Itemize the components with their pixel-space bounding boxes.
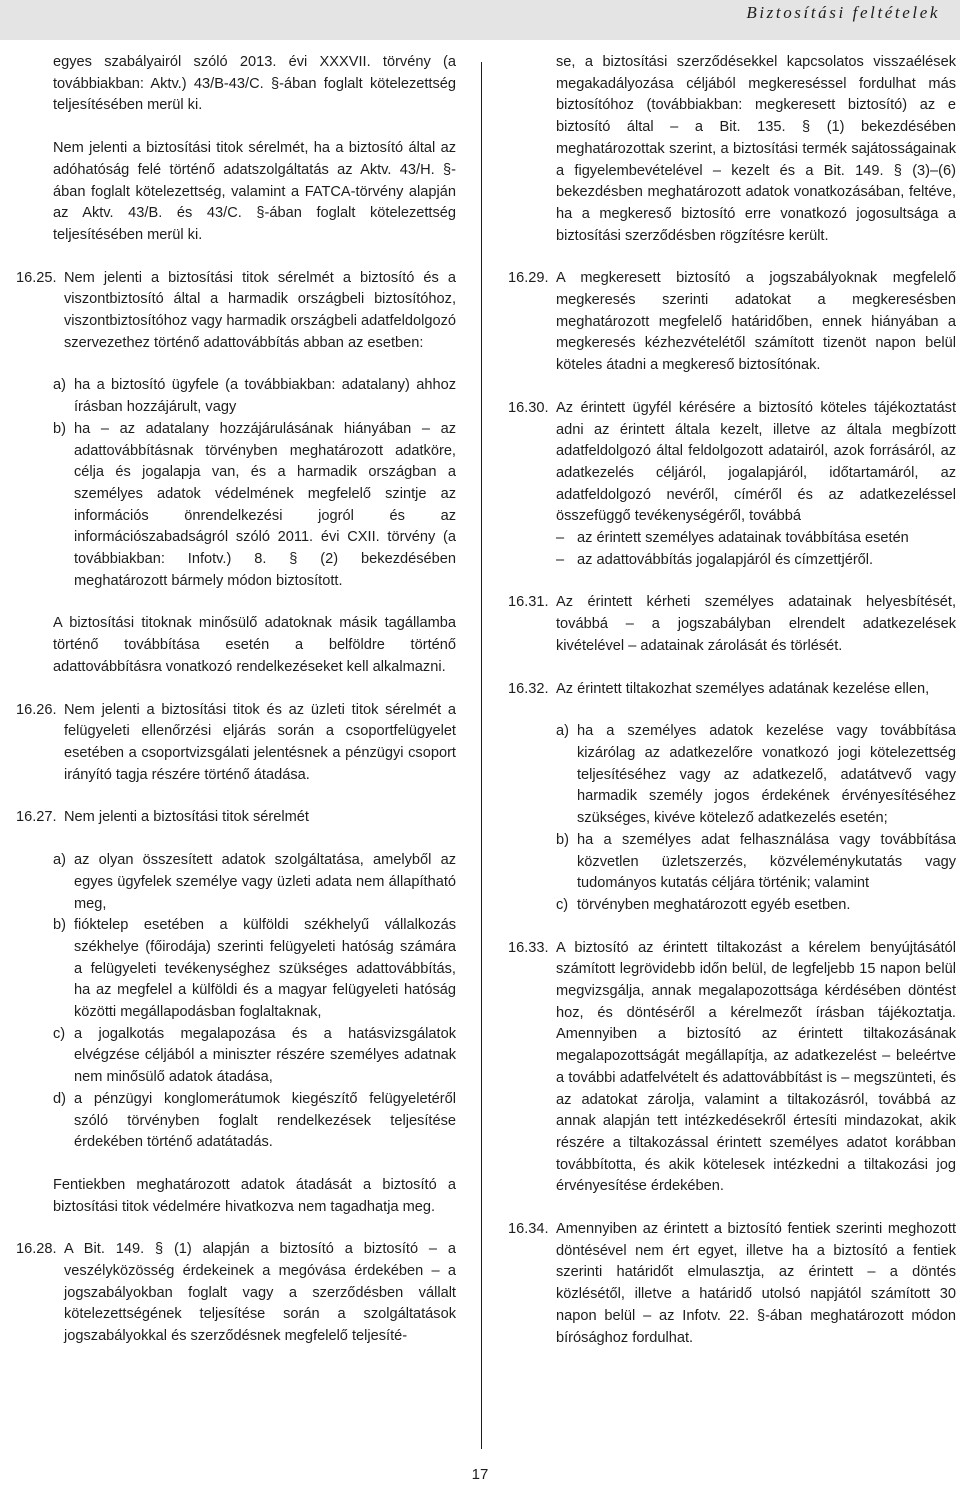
list-item: [556, 721, 956, 830]
section-text: Nem jelenti a biztosítási titok sérelmét a biztosító és a viszontbiztosító által a harmadik országbeli biztosítóhoz, viszontbiztosítóhoz vagy harmadik országbeli adatfeldolgozó szervezethez történő adattovábbítás abban az esetben:: [64, 269, 456, 351]
section-16-27-after: Fentiekben meghatározott adatok átadását a biztosító a biztosítási titok védelmére hivatkozva nem tagadhatja meg.: [53, 1176, 456, 1215]
list-item-text: ha a személyes adatok kezelése vagy továbbítása kizárólag az adatkezelőre vonatkozó jogi kötelezettség teljesítéséhez vagy az adatkezelő, adatátvevő vagy harmadik személy jogos érdekének érvényesítéséhez szükséges, kivéve kötelező adatkezelés esetén;: [577, 723, 956, 827]
section-text: Nem jelenti a biztosítási titok és az üzleti titok sérelmét a felügyeleti ellenőrzési eljárás során a csoportfelügyelet esetében a csoportvizsgálati jelentésnek a pénzügyi csoport irányító tagja részére történő átadása.: [64, 701, 456, 783]
dash-text: az adattovábbítás jogalapjáról és címzettjéről.: [577, 551, 874, 568]
list-item: [53, 915, 456, 1024]
section-number: 16.31.: [508, 594, 549, 611]
section-text: Amennyiben az érintett a biztosító fentiek szerinti meghozott döntésével nem ért egyet, illetve ha a biztosító a fentiek szerinti határidőt elmulasztja, az érintett – a döntés közlésétől, illetve a határidő utolsó napjától számított 30 napon belül – az Infotv. 22. §-ában meghatározott módon bírósághoz fordulhat.: [556, 1221, 956, 1346]
dash-item: [556, 550, 956, 572]
list-item-text: fióktelep esetében a külföldi székhelyű vállalkozás székhelye (főirodája) szerinti felügyeleti hatóság számára a felügyeleti tevékenységhez szükséges adattovábbítás, ha az megfelel a külföldi és a magyar felügyeleti hatóság közötti megállapodásban foglaltaknak,: [74, 917, 456, 1021]
section-text: Nem jelenti a biztosítási titok sérelmét: [64, 809, 309, 826]
section-16-25: [16, 268, 456, 355]
page-header: [0, 0, 960, 40]
section-text: Az érintett tiltakozhat személyes adatának kezelése ellen,: [556, 680, 930, 697]
section-16-31: [508, 592, 956, 657]
header-title: Biztosítási feltételek: [746, 3, 940, 22]
list-item: [53, 1024, 456, 1089]
section-16-30: [508, 398, 956, 572]
section-text: Az érintett ügyfél kérésére a biztosító köteles tájékoztatást adni az érintett általa kezelt, illetve az általa megbízott adatfeldolgozó által feldolgozott adatairól, azok forrásáról, az adatkezelés céljáról, jogalapjáról, időtartamáról, az adatfeldolgozó nevéről, címéről és az adatkezeléssel összefüggő tevékenységéről, továbbá: [556, 399, 956, 525]
list-item: [556, 895, 956, 917]
dash-list: [556, 528, 956, 571]
section-16-27: [16, 807, 456, 829]
list-marker: a): [556, 723, 569, 740]
left-column: [16, 52, 456, 1369]
paragraph-fatca: Nem jelenti a biztosítási titok sérelmét, ha a biztosító által az adóhatóság felé történő adatszolgáltatás az Aktv. 43/H. §-ában foglalt kötelezettség, valamint a FATCA-törvény alapján az Aktv. 43/B. és 43/C. §-ában foglalt kötelezettség teljesítésében merül ki.: [53, 140, 456, 243]
section-text: A megkeresett biztosító a jogszabályoknak megfelelő megkeresés szerinti adatokat a megkeresésben meghatározott megfelelő határidőben, ennek hiányában a megkeresés kézhezvételétől számított tizenöt napon belül köteles átadni a megkereső biztosítónak.: [556, 270, 956, 374]
list-item: [53, 419, 456, 593]
list-item: [53, 1089, 456, 1154]
section-number: 16.32.: [508, 680, 549, 697]
list-item: [556, 830, 956, 895]
section-16-25-items: [53, 375, 456, 592]
section-number: 16.26.: [16, 701, 57, 718]
list-marker: b): [556, 831, 569, 848]
section-number: 16.34.: [508, 1221, 549, 1238]
column-divider: [481, 62, 482, 1449]
section-number: 16.30.: [508, 399, 549, 416]
section-16-26: [16, 700, 456, 787]
list-item-text: ha – az adatalany hozzájárulásának hiányában – az adattovábbításnak törvényben meghatározott adatköre, célja és jogalapja van, és a harmadik országban a személyes adatok védelmének megfelelő szintje az információs önrendelkezési jogról és az információszabadságról szóló 2011. évi CXII. törvény (a továbbiakban: Infotv.) 8. § (2) bekezdésében meghatározott bármely módon biztosított.: [74, 420, 456, 589]
list-marker: a): [53, 377, 66, 394]
dash-item: [556, 528, 956, 550]
section-16-29: [508, 268, 956, 377]
list-item-text: a pénzügyi konglomerátumok kiegészítő felügyeletéről szóló törvényben foglalt rendelkezések teljesítése érdekében történő adatátadás.: [74, 1090, 456, 1151]
section-16-34: [508, 1219, 956, 1349]
list-item-text: ha a biztosító ügyfele (a továbbiakban: adatalany) ahhoz írásban hozzájárult, vagy: [74, 377, 456, 416]
page-number: 17: [471, 1466, 489, 1483]
section-number: 16.28.: [16, 1241, 57, 1258]
section-number: 16.29.: [508, 270, 549, 287]
paragraph-continuation: egyes szabályairól szóló 2013. évi XXXVII. törvény (a továbbiakban: Aktv.) 43/B-43/C. §-ában foglalt kötelezettség teljesítésében merül ki.: [53, 54, 456, 114]
list-item: [53, 375, 456, 418]
right-column: [508, 52, 956, 1370]
section-16-25-after: A biztosítási titoknak minősülő adatoknak másik tagállamba történő továbbítása esetén a belföldre történő adattovábbításra vonatkozó rendelkezéseket kell alkalmazni.: [53, 615, 456, 675]
section-number: 16.33.: [508, 939, 549, 956]
section-text: A biztosító az érintett tiltakozást a kérelem benyújtásától számított legrövidebb időn belül, de legfeljebb 15 napon belül megvizsgálja, annak megalapozottsága kérdésében döntést hoz, és döntéséről a kérelmezőt írásban tájékoztatja. Amennyiben a biztosító az érintett tiltakozásának megalapozottságát megállapítja, az adatkezelést – beleértve a további adatfelvételt és adattovábbítást is – megszünteti, és az adatokat zárolja, valamint a tiltakozásról, továbbá az annak alapján tett intézkedésekről értesíti mindazokat, akik részére a tiltakozással érintett személyes adatot korábban továbbította, és akik kötelesek intézkedni a tiltakozási jog érvényesítése érdekében.: [556, 939, 956, 1195]
section-number: 16.25.: [16, 269, 57, 286]
section-text: Az érintett kérheti személyes adatainak helyesbítését, továbbá – a jogszabályban elrendelt adatkezelések kivételével – adatainak zárolását és törlését.: [556, 594, 956, 654]
list-item-text: ha a személyes adat felhasználása vagy továbbítása közvetlen üzletszerzés, közvéleménykutatás vagy tudományos kutatás céljára történik; valamint: [577, 831, 956, 892]
section-text: A Bit. 149. § (1) alapján a biztosító a biztosító – a veszélyközösség érdekeinek a megóvása érdekében – a jogszabályokban foglalt vagy a szerződésben vállalt kötelezettségének teljesítése során a szolgáltatások jogszabályokkal és szerződésnek megfelelő teljesíté-: [64, 1241, 456, 1345]
list-item-text: a jogalkotás megalapozása és a hatásvizsgálatok elvégzése céljából a miniszter részére személyes adatnak nem minősülő adatok átadása,: [74, 1025, 456, 1086]
section-16-32: [508, 679, 956, 701]
list-item: [53, 850, 456, 915]
list-marker: c): [53, 1025, 66, 1042]
list-marker: b): [53, 420, 66, 437]
dash-marker: –: [556, 551, 565, 568]
section-16-32-items: [556, 721, 956, 916]
list-item-text: az olyan összesített adatok szolgáltatása, amelyből az egyes ügyfelek személye vagy üzleti adata nem állapítható meg,: [74, 852, 456, 912]
section-number: 16.27.: [16, 809, 57, 826]
section-16-28-continuation: se, a biztosítási szerződésekkel kapcsolatos visszaélések megakadályozása céljából megkereséssel fordulhat más biztosítóhoz (továbbiakban: megkeresett biztosító) az e biztosító által – a Bit. 135. § (1) bekezdésében meghatározottak szerint, a biztosítási termék sajátosságainak a figyelembevételével – kezelt és a Bit. 149. § (3)–(6) bekezdésben meghatározott adatok vonatkozásában, feltéve, ha a megkereső biztosító erre vonatkozó jogosultsága a biztosítási szerződésben rögzítésre került.: [556, 54, 956, 244]
dash-marker: –: [556, 530, 565, 547]
list-marker: b): [53, 917, 66, 934]
list-marker: d): [53, 1090, 66, 1107]
section-16-28: [16, 1239, 456, 1348]
section-16-33: [508, 938, 956, 1198]
list-marker: a): [53, 852, 66, 869]
section-body: [556, 398, 956, 572]
dash-text: az érintett személyes adatainak továbbítása esetén: [577, 530, 909, 547]
list-marker: c): [556, 896, 569, 913]
list-item-text: törvényben meghatározott egyéb esetben.: [577, 896, 851, 913]
section-16-27-items: [53, 850, 456, 1154]
